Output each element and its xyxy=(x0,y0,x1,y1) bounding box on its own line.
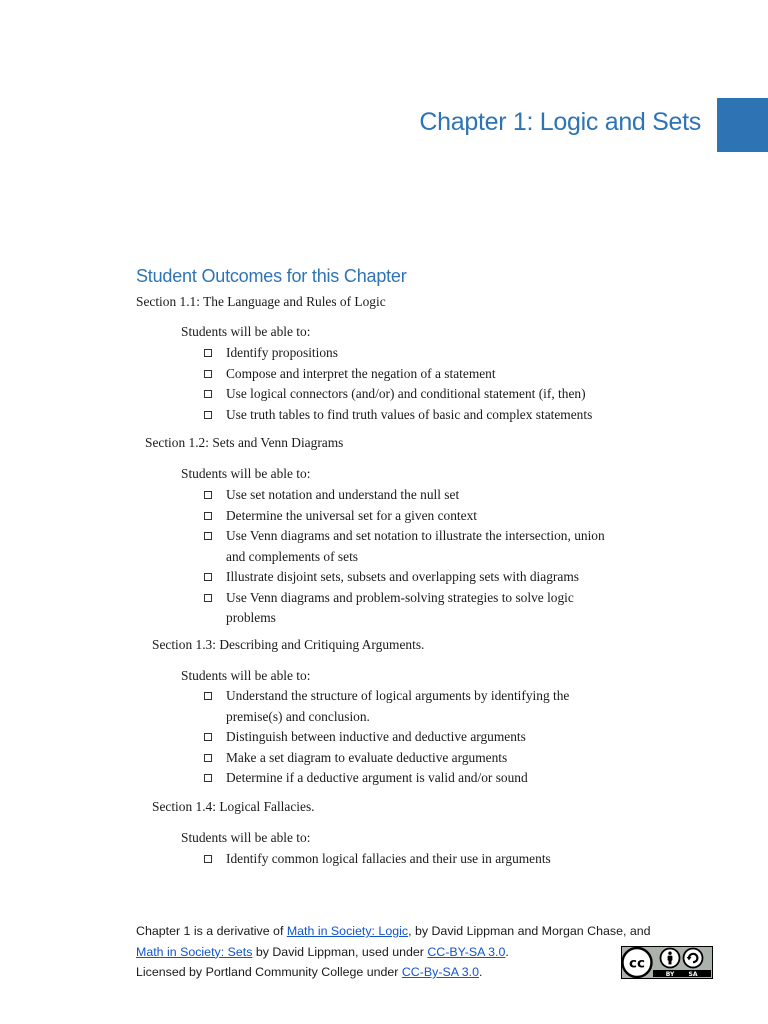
section-1-2-title: Section 1.2: Sets and Venn Diagrams xyxy=(145,435,344,450)
checkbox-icon[interactable] xyxy=(204,411,212,419)
checklist-item: Use Venn diagrams and set notation to illustrate the intersection, union and complements of sets xyxy=(204,526,605,567)
checkbox-icon[interactable] xyxy=(204,349,212,357)
footer-text: by David Lippman, used under xyxy=(252,944,428,959)
section-1-3-lead: Students will be able to: xyxy=(181,668,311,683)
svg-text:cc: cc xyxy=(628,955,646,972)
section-1-1-lead: Students will be able to: xyxy=(181,324,311,339)
attribution-footer xyxy=(136,921,651,983)
footer-text: Chapter 1 is a derivative of xyxy=(136,924,287,938)
checklist-item: Use truth tables to find truth values of basic and complex statements xyxy=(204,405,592,426)
footer-text: . xyxy=(478,965,483,979)
checklist-item: Understand the structure of logical arguments by identifying the premise(s) and conclusion. xyxy=(204,686,569,727)
checkbox-icon[interactable] xyxy=(204,774,212,782)
checklist-item: Determine the universal set for a given context xyxy=(204,506,605,527)
section-1-2-checklist xyxy=(204,485,605,629)
badge-by-label: BY xyxy=(665,971,675,978)
math-in-society-logic-link[interactable]: Math in Society: Logic xyxy=(286,924,409,938)
section-1-2-lead: Students will be able to: xyxy=(181,466,311,481)
math-in-society-sets-link[interactable]: Math in Society: Sets xyxy=(136,944,253,959)
cc-by-sa-license-link[interactable]: CC-By-SA 3.0 xyxy=(401,965,479,979)
checkbox-icon[interactable] xyxy=(204,692,212,700)
checklist-item: Use set notation and understand the null set xyxy=(204,485,605,506)
section-1-4-title: Section 1.4: Logical Fallacies. xyxy=(152,799,315,814)
checkbox-icon[interactable] xyxy=(204,512,212,520)
chapter-color-tab xyxy=(717,98,768,152)
checkbox-icon[interactable] xyxy=(204,754,212,762)
checklist-item: Identify propositions xyxy=(204,343,592,364)
checkbox-icon[interactable] xyxy=(204,532,212,540)
checklist-item: Use logical connectors (and/or) and conditional statement (if, then) xyxy=(204,384,592,405)
checklist-item: Make a set diagram to evaluate deductive arguments xyxy=(204,748,569,769)
share-alike-icon xyxy=(684,949,703,968)
section-1-3-checklist xyxy=(204,686,569,789)
cc-by-sa-badge xyxy=(621,946,713,979)
checkbox-icon[interactable] xyxy=(204,491,212,499)
outcomes-heading: Student Outcomes for this Chapter xyxy=(136,266,407,286)
cc-icon xyxy=(623,948,652,977)
section-1-4-lead: Students will be able to: xyxy=(181,830,311,845)
section-1-4-checklist xyxy=(204,849,551,870)
checklist-item: Illustrate disjoint sets, subsets and overlapping sets with diagrams xyxy=(204,567,605,588)
cc-by-sa-link[interactable]: CC-BY-SA 3.0 xyxy=(427,944,506,959)
checkbox-icon[interactable] xyxy=(204,573,212,581)
badge-label-strip xyxy=(653,970,711,977)
checklist-item: Distinguish between inductive and deductive arguments xyxy=(204,727,569,748)
checkbox-icon[interactable] xyxy=(204,733,212,741)
footer-text: , by David Lippman and Morgan Chase, and xyxy=(408,924,651,938)
checkbox-icon[interactable] xyxy=(204,370,212,378)
section-1-1-checklist xyxy=(204,343,592,425)
checkbox-icon[interactable] xyxy=(204,855,212,863)
checkbox-icon[interactable] xyxy=(204,594,212,602)
footer-text: Licensed by Portland Community College under xyxy=(136,965,402,979)
section-1-3-title: Section 1.3: Describing and Critiquing Arguments. xyxy=(152,637,425,652)
footer-text: . xyxy=(505,944,509,959)
checklist-item: Identify common logical fallacies and their use in arguments xyxy=(204,849,551,870)
checklist-item: Determine if a deductive argument is valid and/or sound xyxy=(204,768,569,789)
badge-sa-label: SA xyxy=(688,971,698,978)
checklist-item: Use Venn diagrams and problem-solving strategies to solve logic problems xyxy=(204,588,605,629)
attribution-icon xyxy=(661,949,680,968)
chapter-title: Chapter 1: Logic and Sets xyxy=(419,108,701,136)
checklist-item: Compose and interpret the negation of a statement xyxy=(204,364,592,385)
section-1-1-title: Section 1.1: The Language and Rules of Logic xyxy=(136,294,386,309)
checkbox-icon[interactable] xyxy=(204,390,212,398)
